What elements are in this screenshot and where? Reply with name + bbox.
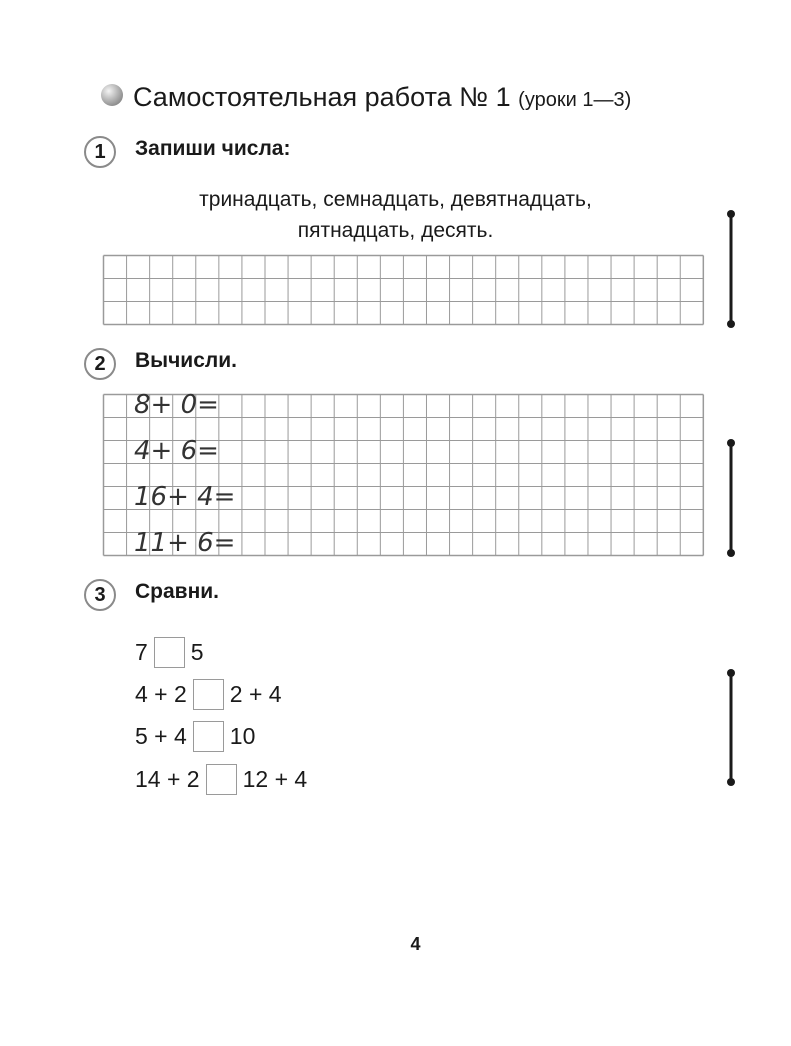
expression-3: 16+ 4= xyxy=(134,482,236,512)
comparison-answer-box[interactable] xyxy=(206,764,237,795)
comparison-left: 4 + 2 xyxy=(135,681,187,707)
task-1-heading: Запиши числа: xyxy=(135,137,291,160)
comparison-row-2 xyxy=(135,679,282,710)
comparison-answer-box[interactable] xyxy=(193,721,224,752)
comparison-left: 5 + 4 xyxy=(135,723,187,749)
comparison-right: 2 + 4 xyxy=(229,681,282,707)
title-sub: (уроки 1—3) xyxy=(518,89,632,111)
expression-1: 8+ 0= xyxy=(134,390,219,420)
task-2-number: 2 xyxy=(84,348,116,380)
score-marker-1 xyxy=(727,210,735,328)
score-marker-2 xyxy=(727,439,735,557)
title-main: Самостоятельная работа № 1 xyxy=(133,82,511,112)
task-1-words-line-2: пятнадцать, десять. xyxy=(297,219,494,242)
score-marker-3 xyxy=(727,669,735,786)
comparison-row-1 xyxy=(135,637,204,668)
page-number: 4 xyxy=(410,934,421,954)
comparison-left: 7 xyxy=(135,639,148,665)
task-1-words-line-1: тринадцать, семнадцать, девятнадцать, xyxy=(199,188,592,211)
task-3-heading: Сравни. xyxy=(135,580,220,603)
writing-grid-1[interactable] xyxy=(104,256,704,325)
comparison-right: 10 xyxy=(229,723,256,749)
comparison-right: 12 + 4 xyxy=(242,766,308,792)
comparison-left: 14 + 2 xyxy=(135,766,200,792)
comparison-row-4 xyxy=(135,764,307,795)
task-1-number: 1 xyxy=(84,136,116,168)
comparison-right: 5 xyxy=(190,639,204,665)
task-3-number: 3 xyxy=(84,579,116,611)
task-2-heading: Вычисли. xyxy=(135,349,237,372)
comparison-answer-box[interactable] xyxy=(193,679,224,710)
expression-2: 4+ 6= xyxy=(134,436,219,466)
comparison-answer-box[interactable] xyxy=(154,637,185,668)
comparison-row-3 xyxy=(135,721,255,752)
expression-4: 11+ 6= xyxy=(134,528,236,558)
